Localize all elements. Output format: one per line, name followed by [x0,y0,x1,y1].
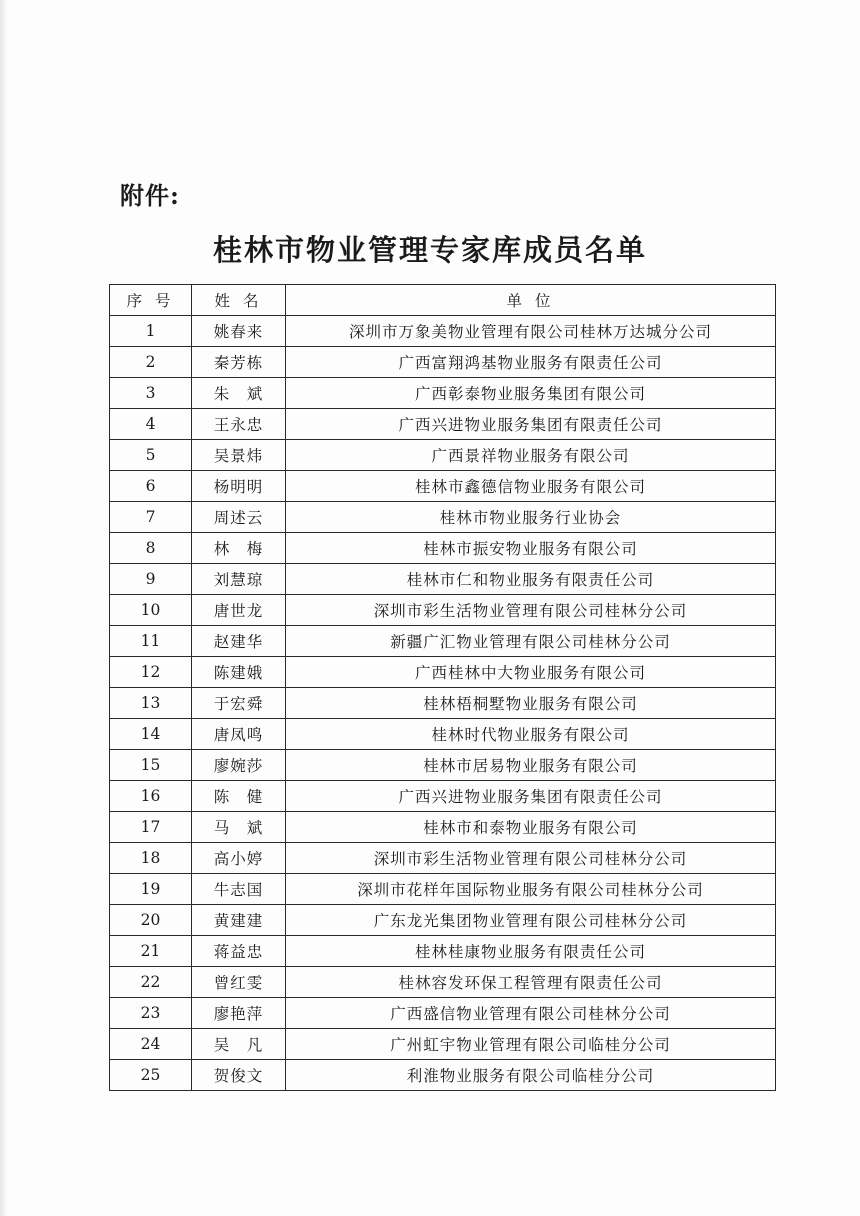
cell-name: 廖婉莎 [192,750,286,781]
cell-name: 曾红雯 [192,967,286,998]
cell-no: 22 [110,967,192,998]
cell-no: 9 [110,564,192,595]
cell-no: 1 [110,316,192,347]
table-row [110,502,776,533]
cell-unit: 广州虹宇物业管理有限公司临桂分公司 [286,1029,776,1060]
cell-name: 姚春来 [192,316,286,347]
cell-unit: 桂林梧桐墅物业服务有限公司 [286,688,776,719]
cell-unit: 深圳市彩生活物业管理有限公司桂林分公司 [286,843,776,874]
cell-unit: 广西盛信物业管理有限公司桂林分公司 [286,998,776,1029]
cell-no: 5 [110,440,192,471]
cell-no: 23 [110,998,192,1029]
cell-unit: 桂林市振安物业服务有限公司 [286,533,776,564]
cell-unit: 广西富翔鸿基物业服务有限责任公司 [286,347,776,378]
cell-name: 杨明明 [192,471,286,502]
table-row [110,998,776,1029]
table-row [110,843,776,874]
cell-unit: 深圳市花样年国际物业服务有限公司桂林分公司 [286,874,776,905]
cell-name: 唐世龙 [192,595,286,626]
table-row [110,688,776,719]
document-title: 桂林市物业管理专家库成员名单 [212,233,647,267]
table-row [110,316,776,347]
cell-unit: 利淮物业服务有限公司临桂分公司 [286,1060,776,1091]
header-unit: 单 位 [286,285,776,316]
cell-no: 19 [110,874,192,905]
cell-unit: 桂林容发环保工程管理有限责任公司 [286,967,776,998]
attachment-label: 附件: [120,181,180,210]
table-row [110,378,776,409]
scan-edge-shadow [0,0,8,1216]
cell-name: 陈建娥 [192,657,286,688]
table-row [110,936,776,967]
cell-name: 王永忠 [192,409,286,440]
cell-unit: 桂林市鑫德信物业服务有限公司 [286,471,776,502]
cell-name: 黄建建 [192,905,286,936]
table-row [110,347,776,378]
cell-no: 16 [110,781,192,812]
cell-name: 吴景炜 [192,440,286,471]
cell-name: 廖艳萍 [192,998,286,1029]
cell-no: 21 [110,936,192,967]
table-row [110,595,776,626]
table-row [110,533,776,564]
cell-unit: 深圳市万象美物业管理有限公司桂林万达城分公司 [286,316,776,347]
cell-name: 于宏舜 [192,688,286,719]
cell-unit: 广东龙光集团物业管理有限公司桂林分公司 [286,905,776,936]
cell-no: 18 [110,843,192,874]
cell-no: 4 [110,409,192,440]
cell-name: 赵建华 [192,626,286,657]
table-row [110,1060,776,1091]
table-row [110,409,776,440]
cell-unit: 广西彰泰物业服务集团有限公司 [286,378,776,409]
cell-unit: 桂林市居易物业服务有限公司 [286,750,776,781]
cell-unit: 桂林时代物业服务有限公司 [286,719,776,750]
cell-unit: 深圳市彩生活物业管理有限公司桂林分公司 [286,595,776,626]
cell-unit: 广西兴进物业服务集团有限责任公司 [286,409,776,440]
cell-no: 7 [110,502,192,533]
cell-no: 12 [110,657,192,688]
cell-no: 24 [110,1029,192,1060]
cell-no: 25 [110,1060,192,1091]
table-row [110,719,776,750]
cell-unit: 广西景祥物业服务有限公司 [286,440,776,471]
cell-no: 6 [110,471,192,502]
cell-unit: 桂林市仁和物业服务有限责任公司 [286,564,776,595]
expert-roster-table [109,284,776,1091]
cell-name: 吴 凡 [192,1029,286,1060]
cell-unit: 桂林市物业服务行业协会 [286,502,776,533]
table-row [110,564,776,595]
cell-unit: 广西桂林中大物业服务有限公司 [286,657,776,688]
table-row [110,440,776,471]
header-no: 序 号 [110,285,192,316]
cell-name: 周述云 [192,502,286,533]
cell-name: 唐凤鸣 [192,719,286,750]
cell-name: 林 梅 [192,533,286,564]
table-row [110,626,776,657]
header-name: 姓 名 [192,285,286,316]
cell-no: 11 [110,626,192,657]
cell-unit: 桂林桂康物业服务有限责任公司 [286,936,776,967]
cell-no: 3 [110,378,192,409]
cell-name: 朱 斌 [192,378,286,409]
cell-unit: 广西兴进物业服务集团有限责任公司 [286,781,776,812]
table-row [110,967,776,998]
cell-name: 蒋益忠 [192,936,286,967]
cell-name: 秦芳栋 [192,347,286,378]
cell-name: 贺俊文 [192,1060,286,1091]
table-row [110,750,776,781]
cell-no: 14 [110,719,192,750]
cell-unit: 新疆广汇物业管理有限公司桂林分公司 [286,626,776,657]
cell-name: 刘慧琼 [192,564,286,595]
cell-no: 10 [110,595,192,626]
table-row [110,812,776,843]
table-row [110,471,776,502]
cell-no: 2 [110,347,192,378]
table-row [110,905,776,936]
cell-no: 13 [110,688,192,719]
table-row [110,781,776,812]
table-row [110,657,776,688]
cell-unit: 桂林市和泰物业服务有限公司 [286,812,776,843]
cell-no: 15 [110,750,192,781]
cell-name: 陈 健 [192,781,286,812]
cell-name: 马 斌 [192,812,286,843]
cell-no: 17 [110,812,192,843]
table-header-row [110,285,776,316]
table-body [110,316,776,1091]
table-row [110,874,776,905]
table-row [110,1029,776,1060]
cell-name: 高小婷 [192,843,286,874]
cell-no: 20 [110,905,192,936]
cell-no: 8 [110,533,192,564]
cell-name: 牛志国 [192,874,286,905]
